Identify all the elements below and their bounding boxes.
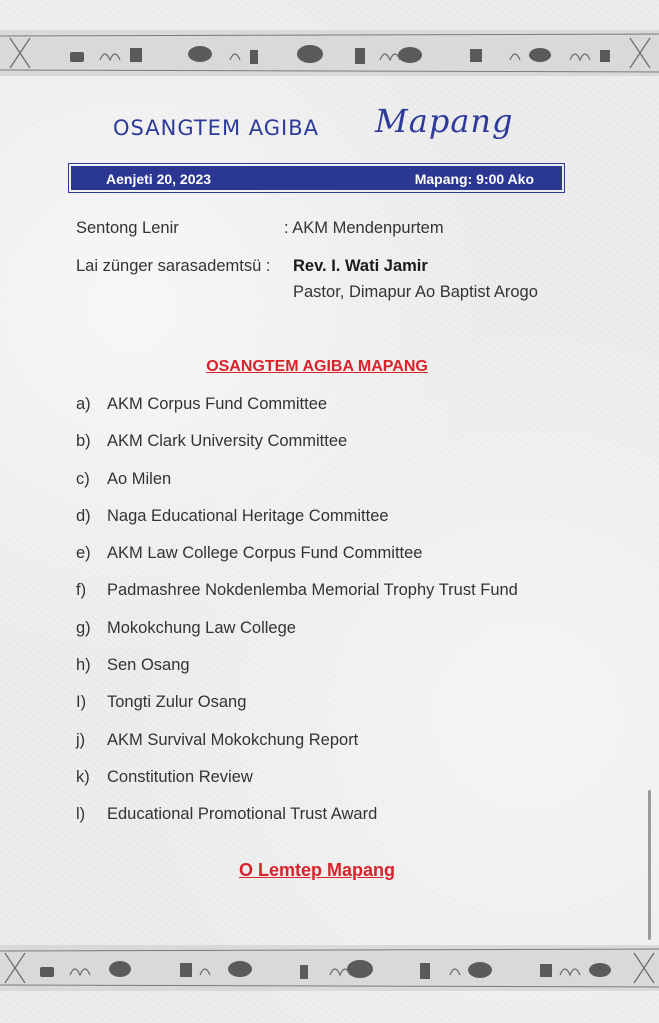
item-text: Ao Milen: [107, 469, 172, 488]
speaker-label: Lai zünger sarasademtsü :: [76, 257, 271, 275]
top-decorative-border: [0, 30, 659, 76]
list-item: [76, 731, 518, 768]
tribal-motif-border-top: [0, 30, 659, 76]
list-item: [76, 805, 518, 842]
item-marker: l): [76, 805, 86, 824]
agenda-list: [76, 395, 518, 843]
venue-label: Sentong Lenir: [76, 219, 179, 237]
item-marker: g): [76, 618, 91, 637]
item-text: Sen Osang: [107, 656, 190, 675]
event-time: Mapang: 9:00 Ako: [414, 171, 534, 187]
item-text: Padmashree Nokdenlemba Memorial Trophy Trust Fund: [107, 581, 518, 600]
date-time-bar: [68, 163, 565, 193]
page-title: [0, 102, 659, 152]
list-item: [76, 544, 518, 581]
list-item: [76, 432, 518, 469]
list-item: [76, 470, 518, 507]
item-marker: f): [76, 581, 87, 600]
list-item: [76, 395, 518, 432]
section-heading: OSANGTEM AGIBA MAPANG: [206, 358, 428, 375]
list-item: [76, 507, 518, 544]
tribal-motif-border-bottom: [0, 945, 659, 991]
item-text: Constitution Review: [107, 767, 253, 786]
item-marker: b): [76, 432, 91, 451]
item-text: AKM Clark University Committee: [107, 432, 348, 451]
item-marker: h): [76, 656, 91, 675]
list-item: [76, 656, 518, 693]
speaker-name: Rev. I. Wati Jamir: [293, 257, 428, 275]
date-time-bar-fill: [71, 166, 562, 190]
item-text: AKM Survival Mokokchung Report: [107, 730, 359, 749]
item-marker: d): [76, 506, 91, 525]
bottom-decorative-border: [0, 945, 659, 991]
venue-value: : AKM Mendenpurtem: [284, 219, 444, 237]
scrollbar-thumb[interactable]: [648, 790, 651, 940]
item-marker: a): [76, 395, 91, 413]
item-text: Tongti Zulur Osang: [107, 693, 247, 712]
list-item: [76, 619, 518, 656]
item-marker: j): [76, 730, 86, 749]
item-marker: I): [76, 693, 87, 712]
item-text: Educational Promotional Trust Award: [107, 805, 378, 824]
list-item: [76, 581, 518, 618]
list-item: [76, 693, 518, 730]
speaker-detail: Pastor, Dimapur Ao Baptist Arogo: [293, 283, 538, 301]
closing-heading: O Lemtep Mapang: [238, 860, 395, 880]
title-script-text: Mapang: [375, 102, 514, 140]
item-text: AKM Law College Corpus Fund Committee: [107, 544, 423, 563]
list-item: [76, 768, 518, 805]
item-text: AKM Corpus Fund Committee: [107, 395, 328, 413]
item-marker: e): [76, 544, 91, 563]
item-text: Naga Educational Heritage Committee: [107, 506, 389, 525]
item-marker: c): [76, 469, 90, 488]
item-marker: k): [76, 767, 90, 786]
title-main-text: OSANGTEM AGIBA: [113, 116, 319, 140]
event-date: Aenjeti 20, 2023: [106, 171, 212, 187]
item-text: Mokokchung Law College: [107, 618, 296, 637]
